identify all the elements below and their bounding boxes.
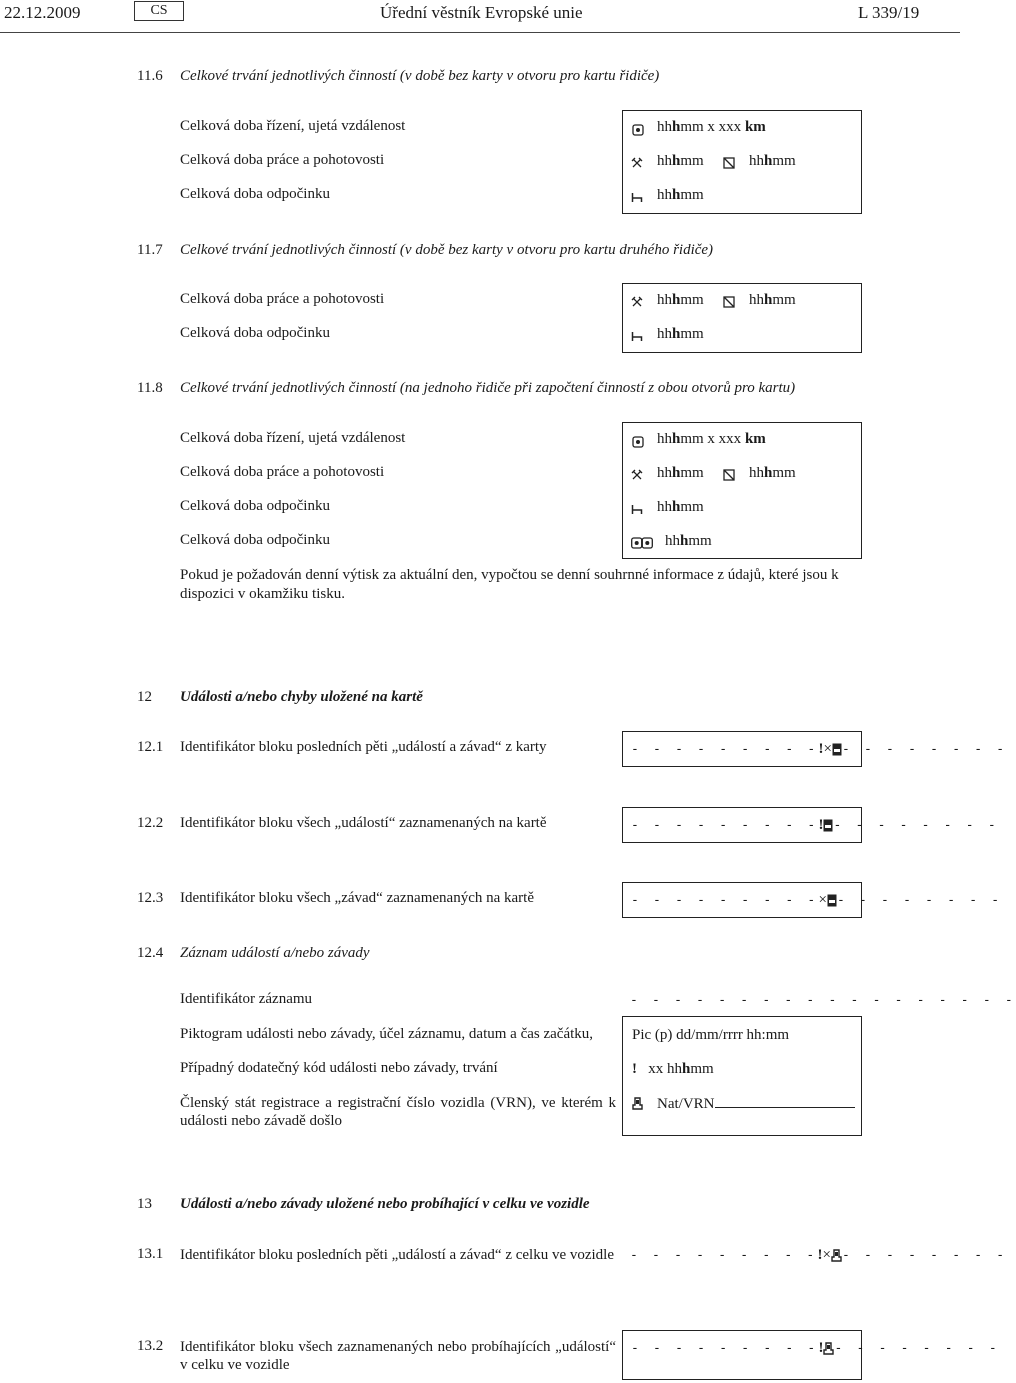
- row-label: Celková doba odpočinku: [180, 532, 330, 548]
- item-number: 12.4: [137, 945, 164, 961]
- item-text: Identifikátor bloku všech „závad“ zaznamenaných na kartě: [180, 890, 534, 906]
- row-label: Celková doba práce a pohotovosti: [180, 464, 385, 480]
- section-title: Celkové trvání jednotlivých činností (v době bez karty v otvoru pro kartu druhého řidiče): [180, 242, 714, 258]
- header-rule: [0, 32, 960, 33]
- work-value: hhhmm: [657, 292, 704, 308]
- row-label: Celková doba práce a pohotovosti: [180, 152, 385, 168]
- row-label: Případný dodatečný kód události nebo závady, trvání: [180, 1060, 498, 1076]
- section-title: Celkové trvání jednotlivých činností (v době bez karty v otvoru pro kartu řidiče): [180, 68, 660, 84]
- work-icon: [631, 296, 643, 308]
- page-number: L 339/19: [858, 3, 920, 22]
- card-icon: [832, 743, 842, 756]
- chapter-title: Události a/nebo chyby uložené na kartě: [180, 689, 423, 705]
- row-label: Celková doba odpočinku: [180, 325, 330, 341]
- item-number: 13.1: [137, 1246, 164, 1262]
- both-slots-icon: [631, 537, 653, 549]
- item-number: 12.1: [137, 739, 164, 755]
- block-identifier: - - - - - - - - -!× - - - - - - - -: [630, 1247, 1008, 1263]
- vehicle-unit-icon: [823, 1342, 834, 1355]
- rest-icon: [631, 191, 643, 203]
- row-label: Celková doba práce a pohotovosti: [180, 291, 385, 307]
- language-badge: CS: [134, 1, 184, 21]
- row-label: Celková doba odpočinku: [180, 498, 330, 514]
- availability-value: hhhmm: [749, 153, 796, 169]
- vehicle-unit-icon: [831, 1249, 842, 1262]
- block-identifier-box: [622, 731, 1008, 767]
- block-identifier: - - - - - - - - -× - - - - - - - -: [631, 892, 1003, 908]
- row-label: Celková doba řízení, ujetá vzdálenost: [180, 118, 406, 134]
- block-identifier: - - - - - - - - -! - - - - - - - -: [631, 1340, 1000, 1356]
- work-icon: [631, 157, 643, 169]
- chapter-number: 12: [137, 689, 152, 705]
- section-number: 11.6: [137, 68, 163, 84]
- driving-value: hhhmm x xxx km: [657, 431, 766, 447]
- card-icon: [823, 819, 833, 832]
- record-identifier: - - - - - - - - - - - - - - - - - -: [630, 993, 1016, 1008]
- vehicle-unit-icon: [632, 1097, 643, 1110]
- event-record-box: [622, 1016, 862, 1136]
- block-identifier-box: [622, 1330, 1000, 1380]
- vrn-blank-line: [715, 1095, 855, 1108]
- card-icon: [827, 894, 837, 907]
- pictogram-value: Pic (p) dd/mm/rrrr hh:mm: [632, 1027, 790, 1043]
- row-label: Celková doba odpočinku: [180, 186, 330, 202]
- driving-value: hhhmm x xxx km: [657, 119, 766, 135]
- availability-icon: [723, 296, 735, 308]
- additional-code-value: ! xx hhhmm: [632, 1061, 714, 1077]
- item-number: 12.2: [137, 815, 164, 831]
- item-title: Záznam událostí a/nebo závady: [180, 945, 370, 961]
- block-identifier-box: [622, 882, 1003, 918]
- print-box: [622, 110, 862, 214]
- rest-value: hhhmm: [657, 326, 704, 342]
- work-value: hhhmm: [657, 153, 704, 169]
- note-paragraph: Pokud je požadován denní výtisk za aktuální den, vypočtou se denní souhrnné informace z údajů, které jsou k dispozici v okamžiku tisku.: [180, 567, 839, 602]
- section-number: 11.7: [137, 242, 163, 258]
- block-identifier: - - - - - - - - -! - - - - - - - -: [631, 817, 999, 833]
- section-title: Celkové trvání jednotlivých činností (na jednoho řidiče při započtení činností z obou otvorů pro kartu): [180, 380, 796, 396]
- row-label: Identifikátor záznamu: [180, 991, 313, 1007]
- item-number: 12.3: [137, 890, 164, 906]
- rest-icon: [631, 330, 643, 342]
- work-value: hhhmm: [657, 465, 704, 481]
- item-text: Identifikátor bloku posledních pěti „událostí a závad“ z celku ve vozidle: [180, 1247, 615, 1263]
- item-text: Identifikátor bloku všech „událostí“ zaznamenaných na kartě: [180, 815, 547, 831]
- block-identifier-box: [622, 807, 999, 843]
- vrn-value: Nat/VRN: [657, 1095, 855, 1113]
- row-label: Piktogram události nebo závady, účel záznamu, datum a čas začátku,: [180, 1026, 594, 1042]
- row-label: Celková doba řízení, ujetá vzdálenost: [180, 430, 406, 446]
- row-label: Členský stát registrace a registrační číslo vozidla (VRN), ve kterém k události nebo závadě došlo: [180, 1095, 616, 1129]
- availability-icon: [723, 157, 735, 169]
- chapter-number: 13: [137, 1196, 152, 1212]
- work-icon: [631, 469, 643, 481]
- rest-value: hhhmm: [657, 187, 704, 203]
- driving-icon: [632, 124, 644, 136]
- rest-value: hhhmm: [657, 499, 704, 515]
- rest-icon: [631, 503, 643, 515]
- availability-icon: [723, 469, 735, 481]
- section-number: 11.8: [137, 380, 163, 396]
- item-text: Identifikátor bloku posledních pěti „událostí a závad“ z karty: [180, 739, 547, 755]
- print-box: [622, 283, 862, 353]
- driving-icon: [632, 436, 644, 448]
- header-date: 22.12.2009: [4, 3, 81, 22]
- print-box: [622, 422, 862, 559]
- item-number: 13.2: [137, 1338, 164, 1354]
- availability-value: hhhmm: [749, 292, 796, 308]
- block-identifier: - - - - - - - - -!× - - - - - - - -: [631, 741, 1008, 757]
- item-text: Identifikátor bloku všech zaznamenaných nebo probíhajících „událostí“ v celku ve vozidle: [180, 1339, 616, 1373]
- rest-value: hhhmm: [665, 533, 712, 549]
- chapter-title: Události a/nebo závady uložené nebo probíhající v celku ve vozidle: [180, 1196, 590, 1212]
- availability-value: hhhmm: [749, 465, 796, 481]
- journal-title: Úřední věstník Evropské unie: [380, 3, 583, 22]
